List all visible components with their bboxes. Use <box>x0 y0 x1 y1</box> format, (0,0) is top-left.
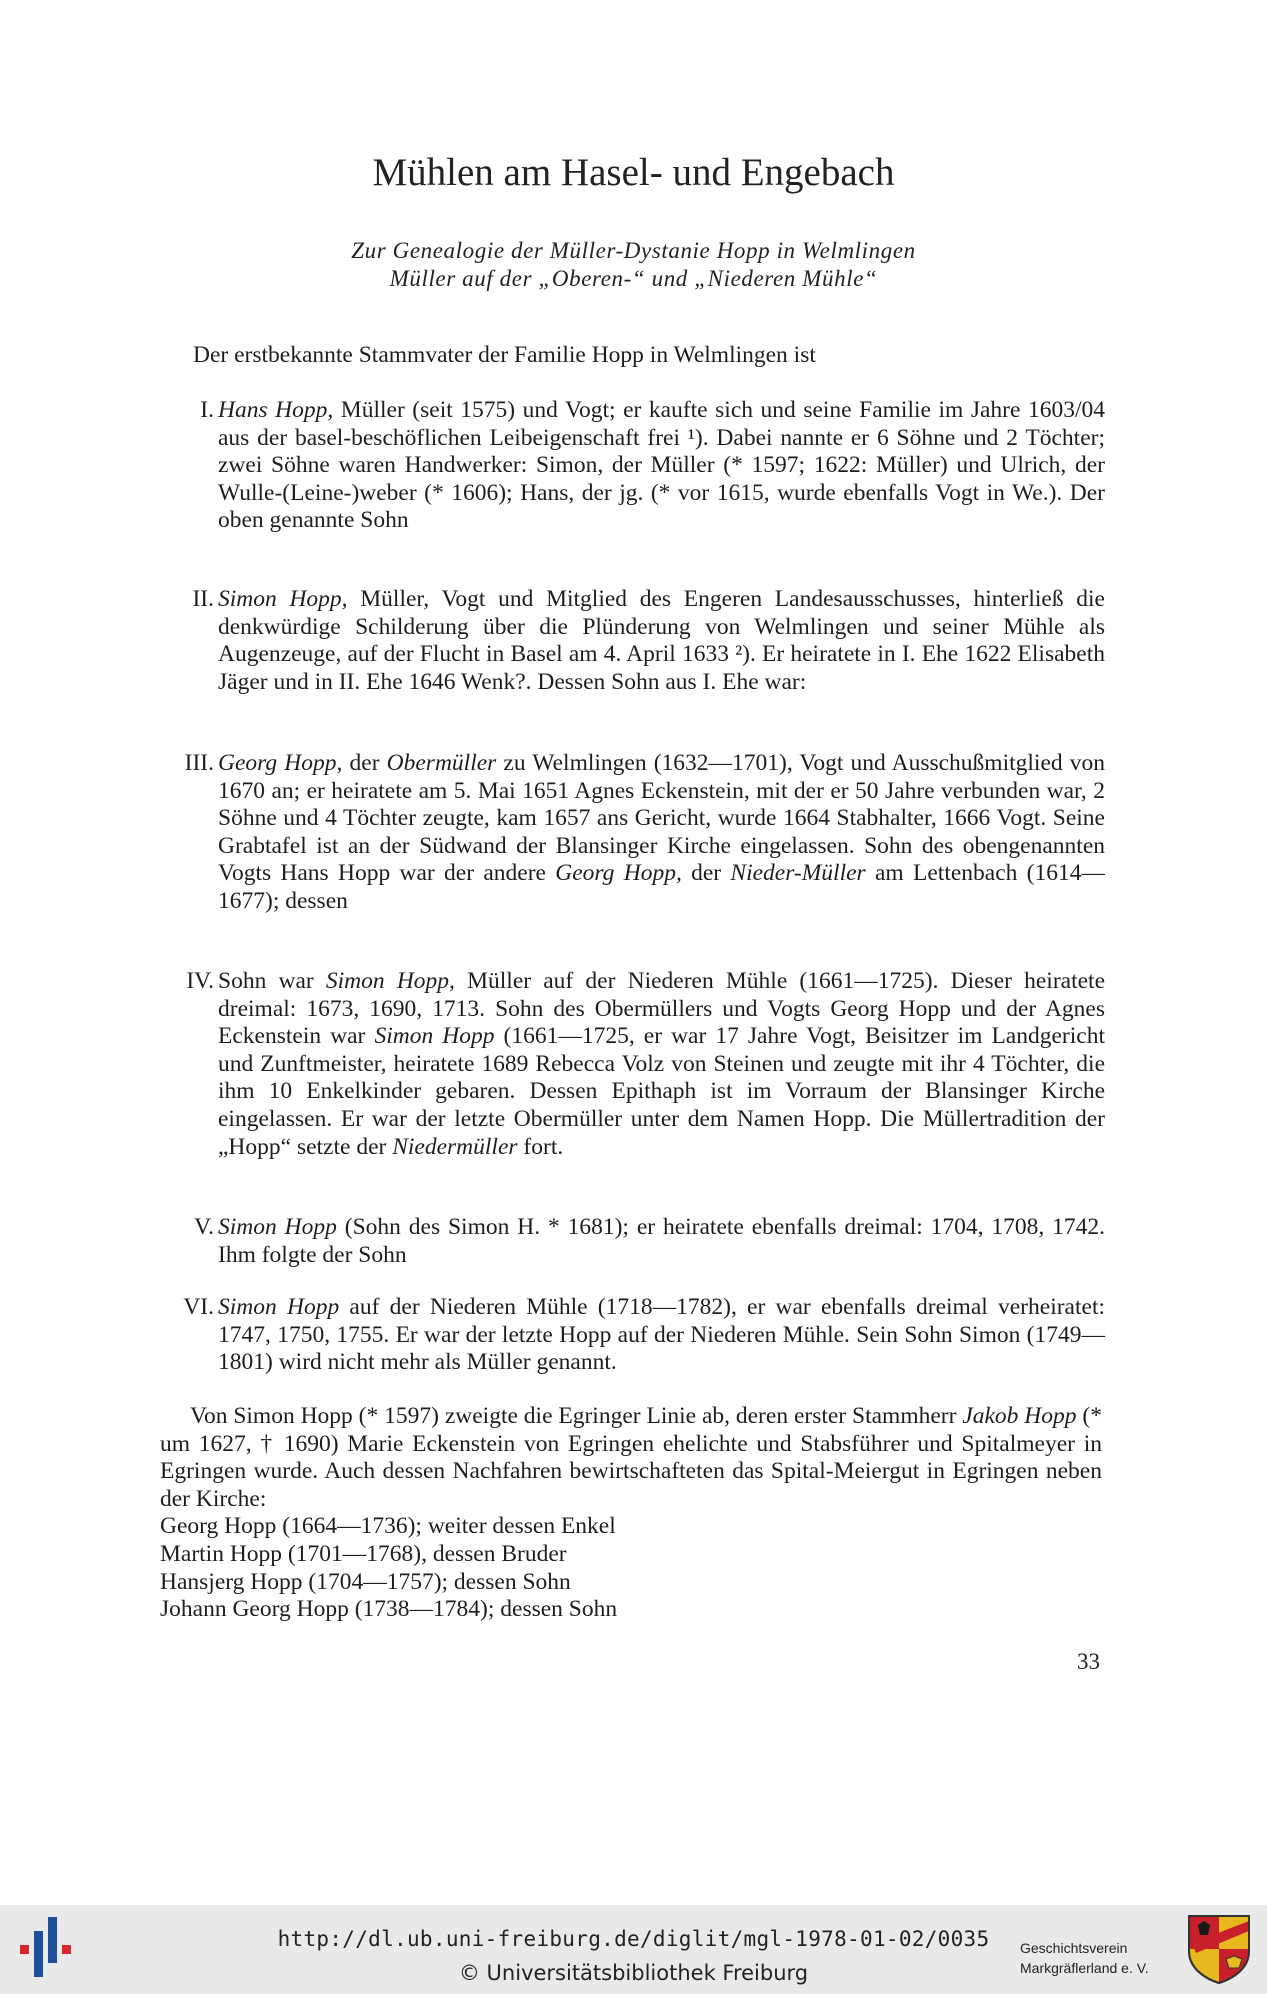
closing-text: Von Simon Hopp (* 1597) zweigte die Egringer Linie ab, deren erster Stammherr <box>190 1403 963 1429</box>
lineage-line: Georg Hopp (1664—1736); weiter dessen Enkel <box>160 1513 616 1540</box>
document-url-link[interactable]: http://dl.ub.uni-freiburg.de/diglit/mgl-1978-01-02/0035 <box>277 1927 990 1951</box>
entry-body: Müller (seit 1575) und Vogt; er kaufte sich und seine Familie im Jahre 1603/04 aus der basel-beschöflichen Leibeigenschaft frei ¹). Dabei nannte er 6 Söhne und 2 Töchter; zwei Söhne waren Handwerker: Simon, der Müller (* 1597; 1622: Müller) und Ulrich, der Wulle-(Leine-)weber (* 1606); Hans, der jg. (* vor 1615, wurde ebenfalls Vogt in We.). Der oben genannte Sohn <box>218 397 1105 534</box>
entry-body: am Lettenbach (1614—1677); dessen <box>218 860 1106 914</box>
genealogy-entry <box>150 1214 1105 1269</box>
closing-paragraph <box>160 1403 1102 1513</box>
lineage-line: Johann Georg Hopp (1738—1784); dessen Sohn <box>160 1596 618 1623</box>
lineage-line: Hansjerg Hopp (1704—1757); dessen Sohn <box>160 1568 571 1595</box>
entry-body: Müller auf der Niederen Mühle (1661—1725). Dieser heiratete dreimal: 1673, 1690, 1713. Sohn des Obermüllers und Vogts Georg Hopp und der Agnes Eckenstein war <box>218 968 1106 1050</box>
closing-text: (* um 1627, † 1690) Marie Eckenstein von Egringen ehelichte und Stabsführer und Spitalmeyer in Egringen wurde. Auch dessen Nachfahren bewirtschafteten das Spital-Meiergut in Egringen neben der Kirche: <box>160 1403 1102 1512</box>
person-name: Simon Hopp, <box>325 968 455 994</box>
genealogy-entry <box>150 586 1105 696</box>
person-name: Simon Hopp, <box>218 586 348 612</box>
person-name: Jakob Hopp <box>962 1403 1077 1429</box>
entry-number: VI. <box>183 1294 214 1320</box>
entry-body: der <box>342 750 387 776</box>
person-name: Hans Hopp, <box>218 397 334 423</box>
entry-number: II. <box>192 586 214 612</box>
entry-body: zu Welmlingen (1632—1701), Vogt und Ausschußmitglied von 1670 an; er heiratete am 5. Mai 1651 Agnes Eckenstein, mit der er 50 Jahre verbunden war, 2 Söhne und 4 Töchter zeugte, kam 1657 ans Gericht, wurde 1664 Stabhalter, 1666 Vogt. Seine Grabtafel ist an der Südwand der Blansinger Kirche eingelassen. Sohn des obengenannten Vogts Hans Hopp war der andere <box>218 750 1105 887</box>
entry-number: I. <box>200 397 214 423</box>
genealogy-entry <box>150 968 1105 1161</box>
entry-number: IV. <box>186 968 214 994</box>
subtitle-line-2: Müller auf der „Oberen-“ und „Niederen Mühle“ <box>389 266 878 291</box>
person-name: Simon Hopp <box>374 1023 495 1050</box>
person-name: Simon Hopp <box>218 1214 337 1240</box>
closing-section <box>160 1403 1102 1624</box>
genealogy-entry <box>150 1294 1105 1377</box>
footer-bar <box>0 1905 1267 1994</box>
emphasis-text: Obermüller <box>386 750 497 776</box>
entry-text <box>218 1214 1105 1269</box>
subtitle-line-1: Zur Genealogie der Müller-Dystanie Hopp in Welmlingen <box>351 238 916 263</box>
entry-number: III. <box>184 750 214 776</box>
person-name: Georg Hopp, <box>555 860 682 887</box>
person-name: Simon Hopp <box>218 1294 340 1320</box>
entry-body: fort. <box>517 1133 564 1160</box>
entry-body: (1661—1725, er war 17 Jahre Vogt, Beisitzer im Landgericht und Zunftmeister, heiratete 1689 Rebecca Volz von Steinen und zeugte mit ihr 4 Töchter, die ihm 10 Enkelkinder gebaren. Dessen Epithaph ist im Vorraum der Blansinger Kirche eingelassen. Er war der letzte Obermüller unter dem Namen Hopp. Die Müllertradition der „Hopp“ setzte der <box>218 1023 1105 1160</box>
society-name <box>1020 1938 1180 1978</box>
entry-body: Müller, Vogt und Mitglied des Engeren Landesausschusses, hinterließ die denkwürdige Schilderung über die Plünderung von Welmlingen und seiner Mühle als Augenzeuge, auf der Flucht in Basel am 4. April 1633 ²). Er heiratete in I. Ehe 1622 Elisabeth Jäger und in II. Ehe 1646 Wenk?. Dessen Sohn aus I. Ehe war: <box>218 586 1105 695</box>
page-number: 33 <box>1077 1649 1100 1674</box>
coat-of-arms-icon[interactable] <box>1186 1913 1252 1985</box>
genealogy-entry <box>150 397 1105 535</box>
emphasis-text: Nieder-Müller <box>730 860 866 887</box>
entry-text <box>218 397 1105 535</box>
entry-body: (Sohn des Simon H. * 1681); er heiratete ebenfalls dreimal: 1704, 1708, 1742. Ihm folgte der Sohn <box>218 1214 1105 1268</box>
entry-body: der <box>681 860 731 887</box>
page-title: Mühlen am Hasel- und Engebach <box>372 151 895 194</box>
entry-text <box>218 968 1105 1161</box>
lineage-line: Martin Hopp (1701—1768), dessen Bruder <box>160 1540 567 1567</box>
emphasis-text: Niedermüller <box>392 1133 518 1160</box>
society-name-line-2: Markgräflerland e. V. <box>1020 1960 1149 1976</box>
entry-text <box>218 1294 1105 1377</box>
person-name: Georg Hopp, <box>218 750 343 776</box>
entry-text <box>218 586 1105 696</box>
entry-body: Sohn war <box>218 968 326 994</box>
intro-paragraph: Der erstbekannte Stammvater der Familie Hopp in Welmlingen ist <box>193 342 816 368</box>
entry-text <box>218 750 1105 916</box>
genealogy-entry <box>150 750 1105 916</box>
copyright-text: © Universitätsbibliothek Freiburg <box>458 1961 809 1985</box>
entry-number: V. <box>194 1214 214 1240</box>
society-name-line-1: Geschichtsverein <box>1020 1940 1128 1956</box>
entry-body: auf der Niederen Mühle (1718—1782), er war ebenfalls dreimal verheiratet: 1747, 1750, 1755. Er war der letzte Hopp auf der Niederen Mühle. Sein Sohn Simon (1749—1801) wird nicht mehr als Müller genannt. <box>218 1294 1105 1376</box>
